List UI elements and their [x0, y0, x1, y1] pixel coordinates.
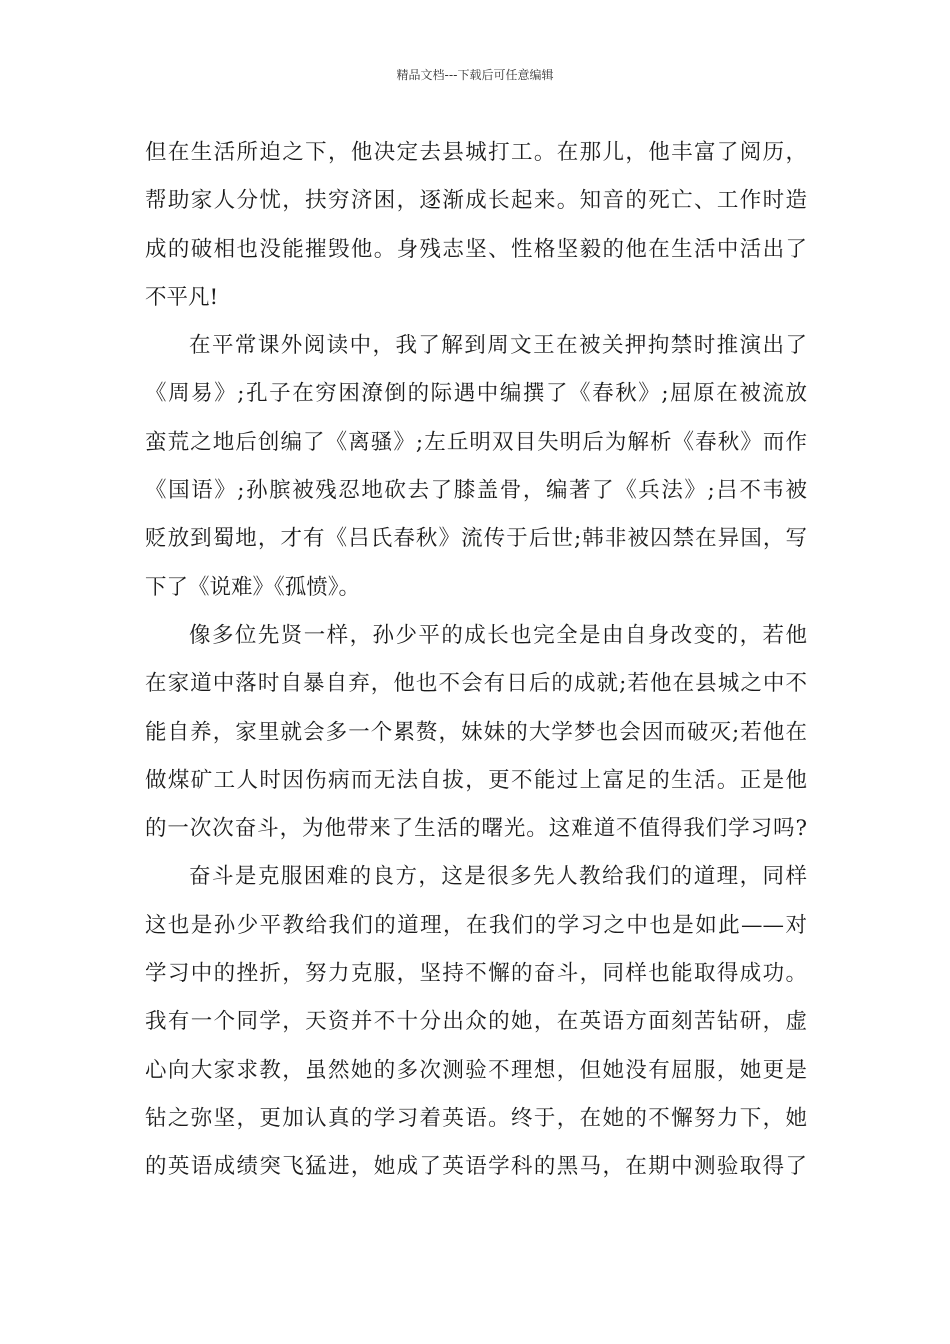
- paragraph-1: [145, 133, 807, 326]
- text-line: 我有一个同学，天资并不十分出众的她，在英语方面刻苦钻研，虚: [145, 1009, 807, 1035]
- text-line: 这也是孙少平教给我们的道理，在我们的学习之中也是如此——对: [145, 912, 807, 938]
- text-line: 在家道中落时自暴自弃，他也不会有日后的成就;若他在县城之中不: [145, 671, 807, 697]
- text-line: 的英语成绩突飞猛进，她成了英语学科的黑马，在期中测验取得了: [145, 1154, 807, 1180]
- text-line: 贬放到蜀地，才有《吕氏春秋》流传于后世;韩非被囚禁在异国，写: [145, 526, 807, 552]
- paragraph-2: [145, 326, 807, 616]
- text-line: 像多位先贤一样，孙少平的成长也完全是由自身改变的，若他: [189, 622, 807, 648]
- text-line: 帮助家人分忧，扶穷济困，逐渐成长起来。知音的死亡、工作时造: [145, 188, 807, 214]
- text-line: 的一次次奋斗，为他带来了生活的曙光。这难道不值得我们学习吗?: [145, 816, 807, 842]
- text-line: 不平凡!: [145, 284, 219, 310]
- document-body: [145, 133, 807, 1196]
- text-line: 《周易》;孔子在穷困潦倒的际遇中编撰了《春秋》;屈原在被流放: [145, 381, 807, 407]
- text-line: 《国语》;孙膑被残忍地砍去了膝盖骨，编著了《兵法》;吕不韦被: [145, 478, 807, 504]
- text-line: 学习中的挫折，努力克服，坚持不懈的奋斗，同样也能取得成功。: [145, 961, 807, 987]
- paragraph-3: [145, 616, 807, 857]
- page-header: 精品文档---下载后可任意编辑: [396, 68, 554, 82]
- text-line: 在平常课外阅读中，我了解到周文王在被关押拘禁时推演出了: [189, 333, 807, 359]
- text-line: 但在生活所迫之下，他决定去县城打工。在那儿，他丰富了阅历，: [145, 140, 807, 165]
- text-line: 心向大家求教，虽然她的多次测验不理想，但她没有屈服，她更是: [145, 1057, 807, 1083]
- text-line: 蛮荒之地后创编了《离骚》;左丘明双目失明后为解析《春秋》而作: [145, 429, 807, 455]
- text-line: 下了《说难》《孤愤》。: [145, 574, 361, 600]
- text-line: 成的破相也没能摧毁他。身残志坚、性格坚毅的他在生活中活出了: [145, 236, 807, 262]
- paragraph-4: [145, 857, 807, 1195]
- text-line: 钻之弥坚，更加认真的学习着英语。终于，在她的不懈努力下，她: [145, 1105, 807, 1131]
- text-line: 能自养，家里就会多一个累赘，妹妹的大学梦也会因而破灭;若他在: [145, 719, 807, 745]
- text-line: 做煤矿工人时因伤病而无法自拔，更不能过上富足的生活。正是他: [145, 767, 807, 793]
- text-line: 奋斗是克服困难的良方，这是很多先人教给我们的道理，同样: [189, 864, 807, 890]
